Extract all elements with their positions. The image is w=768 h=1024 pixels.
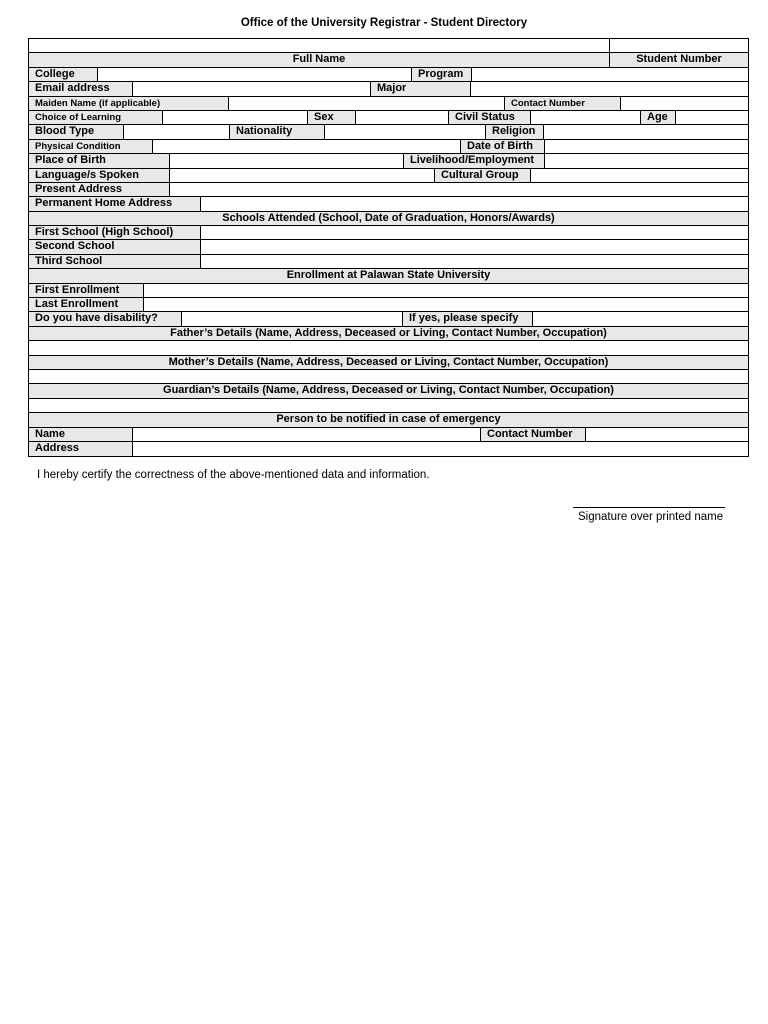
first-enrollment-label: First Enrollment (29, 284, 143, 297)
major-label: Major (370, 82, 470, 95)
choice-of-learning-row (29, 111, 748, 125)
last-enrollment-row (29, 298, 748, 312)
maiden-name-row (29, 97, 748, 111)
cultural-group-label: Cultural Group (434, 169, 530, 182)
physical-condition-row (29, 140, 748, 154)
first-enrollment-row (29, 284, 748, 298)
program-label: Program (411, 68, 471, 81)
student-directory-form (28, 38, 749, 457)
name-header-row (29, 53, 748, 67)
religion-label: Religion (485, 125, 543, 138)
civil-status-input[interactable] (530, 111, 640, 124)
physical-condition-input[interactable] (152, 140, 460, 153)
place-of-birth-row (29, 154, 748, 168)
program-input[interactable] (471, 68, 748, 81)
first-enrollment-input[interactable] (143, 284, 748, 297)
choice-of-learning-input[interactable] (162, 111, 307, 124)
address-label: Address (29, 442, 132, 456)
date-of-birth-input[interactable] (544, 140, 748, 153)
sex-label: Sex (307, 111, 355, 124)
languages-input[interactable] (169, 169, 434, 182)
second-school-label: Second School (29, 240, 200, 253)
emergency-header: Person to be notified in case of emergency (276, 413, 501, 426)
guardian-details-input[interactable] (29, 399, 748, 413)
contact-number-input[interactable] (620, 97, 748, 110)
languages-label: Language/s Spoken (29, 169, 169, 182)
emergency-header-row (29, 413, 748, 427)
contact-number-label: Contact Number (504, 97, 620, 110)
third-school-row (29, 255, 748, 269)
disability-label: Do you have disability? (29, 312, 181, 325)
maiden-name-input[interactable] (228, 97, 504, 110)
livelihood-label: Livelihood/Employment (403, 154, 544, 167)
religion-input[interactable] (543, 125, 748, 138)
email-label: Email address (29, 82, 132, 95)
mother-details-input[interactable] (29, 370, 748, 384)
if-yes-input[interactable] (532, 312, 748, 325)
permanent-address-label: Permanent Home Address (29, 197, 200, 210)
physical-condition-label: Physical Condition (29, 140, 152, 153)
present-address-input[interactable] (169, 183, 748, 196)
first-school-row (29, 226, 748, 240)
date-of-birth-label: Date of Birth (460, 140, 544, 153)
blank-row (29, 39, 748, 53)
major-input[interactable] (470, 82, 748, 95)
livelihood-input[interactable] (544, 154, 748, 167)
cultural-group-input[interactable] (530, 169, 748, 182)
third-school-label: Third School (29, 255, 200, 268)
blood-type-row (29, 125, 748, 139)
second-school-input[interactable] (200, 240, 748, 253)
languages-row (29, 169, 748, 183)
emergency-contact-input[interactable] (585, 428, 748, 441)
page-title: Office of the University Registrar - Student Directory (240, 17, 528, 29)
emergency-name-row (29, 428, 748, 442)
age-label: Age (640, 111, 675, 124)
place-of-birth-input[interactable] (169, 154, 403, 167)
address-input[interactable] (132, 442, 748, 456)
age-input[interactable] (675, 111, 748, 124)
civil-status-label: Civil Status (448, 111, 530, 124)
first-school-input[interactable] (200, 226, 748, 239)
full-name-header: Full Name (292, 53, 346, 66)
last-enrollment-input[interactable] (143, 298, 748, 311)
signature-line[interactable] (573, 507, 725, 508)
second-school-row (29, 240, 748, 254)
third-school-input[interactable] (200, 255, 748, 268)
emergency-contact-label: Contact Number (480, 428, 585, 441)
college-input[interactable] (97, 68, 411, 81)
emergency-address-row (29, 442, 748, 456)
mother-header-row (29, 356, 748, 370)
permanent-address-row (29, 197, 748, 211)
certify-statement: I hereby certify the correctness of the above-mentioned data and information. (37, 469, 430, 481)
disability-row (29, 312, 748, 326)
present-address-row (29, 183, 748, 197)
blood-type-input[interactable] (123, 125, 229, 138)
student-number-input[interactable] (609, 39, 748, 52)
first-school-label: First School (High School) (29, 226, 200, 239)
email-input[interactable] (132, 82, 370, 95)
choice-of-learning-label: Choice of Learning (29, 111, 162, 124)
schools-header: Schools Attended (School, Date of Graduation, Honors/Awards) (222, 211, 555, 224)
guardian-header-row (29, 384, 748, 398)
college-row (29, 68, 748, 82)
mother-header: Mother’s Details (Name, Address, Deceased or Living, Contact Number, Occupation) (168, 355, 609, 368)
blood-type-label: Blood Type (29, 125, 123, 138)
if-yes-label: If yes, please specify (402, 312, 532, 325)
last-enrollment-label: Last Enrollment (29, 298, 143, 311)
guardian-header: Guardian’s Details (Name, Address, Deceased or Living, Contact Number, Occupation) (163, 384, 614, 397)
present-address-label: Present Address (29, 183, 169, 196)
permanent-address-input[interactable] (200, 197, 748, 210)
nationality-input[interactable] (324, 125, 485, 138)
father-header: Father’s Details (Name, Address, Deceased or Living, Contact Number, Occupation) (170, 326, 607, 339)
father-details-input[interactable] (29, 341, 748, 355)
schools-header-row (29, 212, 748, 226)
email-row (29, 82, 748, 96)
nationality-label: Nationality (229, 125, 324, 138)
enrollment-header: Enrollment at Palawan State University (286, 269, 491, 282)
college-label: College (29, 68, 97, 81)
disability-input[interactable] (181, 312, 402, 325)
place-of-birth-label: Place of Birth (29, 154, 169, 167)
father-header-row (29, 327, 748, 341)
name-label: Name (29, 428, 132, 441)
signature-label: Signature over printed name (578, 511, 724, 523)
sex-input[interactable] (355, 111, 448, 124)
enrollment-header-row (29, 269, 748, 283)
maiden-name-label: Maiden Name (if applicable) (29, 97, 228, 110)
student-number-header: Student Number (609, 53, 748, 66)
name-input[interactable] (132, 428, 480, 441)
